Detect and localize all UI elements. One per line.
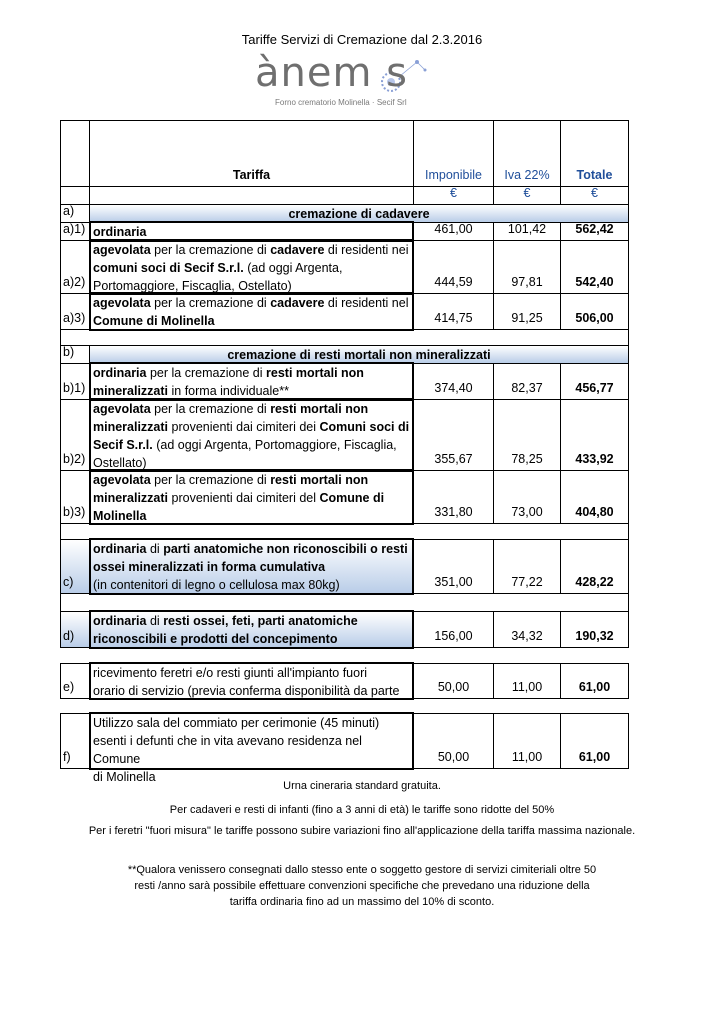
row-a3-imponibile: 414,75 [413, 293, 494, 330]
row-f-desc: Utilizzo sala del commiato per cerimonie (45 minuti) esenti i defunti che in vita avevano residenza nel Comune di Molinella [89, 712, 414, 770]
row-e-code: e) [60, 663, 90, 699]
header-tariffa: Tariffa [89, 120, 414, 187]
row-a3-desc: agevolata per la cremazione di cadavere di residenti nel Comune di Molinella [89, 292, 414, 331]
currency-totale: € [560, 186, 629, 205]
header-imponibile: Imponibile [413, 120, 494, 187]
row-b2-desc: agevolata per la cremazione di resti mortali non mineralizzati provenienti dai cimiteri dei Comuni soci di Secif S.r.l. (ad oggi Argenta, Portomaggiore, Fiscaglia, Ostellato) [89, 398, 414, 472]
row-c-iva: 77,22 [493, 539, 561, 594]
row-d-desc: ordinaria di resti ossei, feti, parti anatomiche riconoscibili e prodotti del concepimento [89, 610, 414, 649]
row-a1-iva: 101,42 [493, 222, 561, 241]
row-b1-code: b)1) [60, 363, 90, 400]
row-a3-totale: 506,00 [560, 293, 629, 330]
header-totale: Totale [560, 120, 629, 187]
row-a2-imponibile: 444,59 [413, 240, 494, 294]
row-f-totale: 61,00 [560, 713, 629, 769]
row-e-imponibile: 50,00 [413, 663, 494, 699]
note-convenzioni-2: resti /anno sarà possibile effettuare convenzioni specifiche che prevedano una riduzione della [134, 880, 590, 892]
row-a1-imponibile: 461,00 [413, 222, 494, 241]
note-infanti: Per cadaveri e resti di infanti (fino a 3 anni di età) le tariffe sono ridotte del 50% [169, 804, 555, 816]
row-d-imponibile: 156,00 [413, 611, 494, 648]
row-b1-imponibile: 374,40 [413, 363, 494, 400]
row-a1-desc: ordinaria [89, 221, 414, 242]
row-c-totale: 428,22 [560, 539, 629, 594]
row-c-desc: ordinaria di parti anatomiche non riconoscibili o resti ossei mineralizzati in forma cumulativa (in contenitori di legno o cellulosa max 80kg) [89, 538, 414, 595]
note-fuori-misura: Per i feretri "fuori misura" le tariffe possono subire variazioni fino all'applicazione della tariffa massima nazionale. [88, 825, 636, 837]
row-a2-desc: agevolata per la cremazione di cadavere di residenti nei comuni soci di Secif S.r.l. (ad oggi Argenta, Portomaggiore, Fiscaglia, Ostellato) [89, 239, 414, 295]
note-urna: Urna cineraria standard gratuita. [283, 780, 441, 792]
row-b2-iva: 78,25 [493, 399, 561, 471]
logo-wordmark: ànem s [255, 50, 408, 96]
row-b3-code: b)3) [60, 470, 90, 524]
row-b3-totale: 404,80 [560, 470, 629, 524]
row-b3-desc: agevolata per la cremazione di resti mortali non mineralizzati provenienti dai cimiteri del Comune di Molinella [89, 469, 414, 525]
row-d-code: d) [60, 611, 90, 648]
row-b1-desc: ordinaria per la cremazione di resti mortali non mineralizzati in forma individuale** [89, 362, 414, 401]
row-a3-iva: 91,25 [493, 293, 561, 330]
row-a2-totale: 542,40 [560, 240, 629, 294]
row-e-iva: 11,00 [493, 663, 561, 699]
row-b1-iva: 82,37 [493, 363, 561, 400]
row-a2-iva: 97,81 [493, 240, 561, 294]
row-a1-code: a)1) [60, 222, 90, 241]
row-b2-code: b)2) [60, 399, 90, 471]
section-a-title: cremazione di cadavere [89, 204, 629, 223]
logo-subtitle: Forno crematorio Molinella · Secif Srl [275, 98, 407, 107]
row-b1-totale: 456,77 [560, 363, 629, 400]
row-f-imponibile: 50,00 [413, 713, 494, 769]
row-e-totale: 61,00 [560, 663, 629, 699]
currency-iva: € [493, 186, 561, 205]
section-b-code: b) [60, 345, 90, 364]
section-b-title: cremazione di resti mortali non mineralizzati [89, 345, 629, 364]
row-a2-code: a)2) [60, 240, 90, 294]
row-a3-code: a)3) [60, 293, 90, 330]
row-b2-totale: 433,92 [560, 399, 629, 471]
spacer-row [60, 329, 629, 346]
row-b3-iva: 73,00 [493, 470, 561, 524]
row-c-code: c) [60, 539, 90, 594]
section-a-code: a) [60, 204, 90, 223]
row-d-totale: 190,32 [560, 611, 629, 648]
row-c-imponibile: 351,00 [413, 539, 494, 594]
currency-imponibile: € [413, 186, 494, 205]
row-d-iva: 34,32 [493, 611, 561, 648]
row-b2-imponibile: 355,67 [413, 399, 494, 471]
note-convenzioni-1: **Qualora venissero consegnati dallo stesso ente o soggetto gestore di servizi cimiteriali oltre 50 [127, 864, 597, 876]
header-iva: Iva 22% [493, 120, 561, 187]
row-b3-imponibile: 331,80 [413, 470, 494, 524]
note-convenzioni-3: tariffa ordinaria fino ad un massimo del 10% di sconto. [229, 896, 495, 908]
row-e-desc: ricevimento feretri e/o resti giunti all'impianto fuori orario di servizio (previa conferma disponibilità da parte [89, 662, 414, 700]
page-title: Tariffe Servizi di Cremazione dal 2.3.2016 [241, 32, 483, 47]
row-f-iva: 11,00 [493, 713, 561, 769]
row-f-code: f) [60, 713, 90, 769]
row-a1-totale: 562,42 [560, 222, 629, 241]
